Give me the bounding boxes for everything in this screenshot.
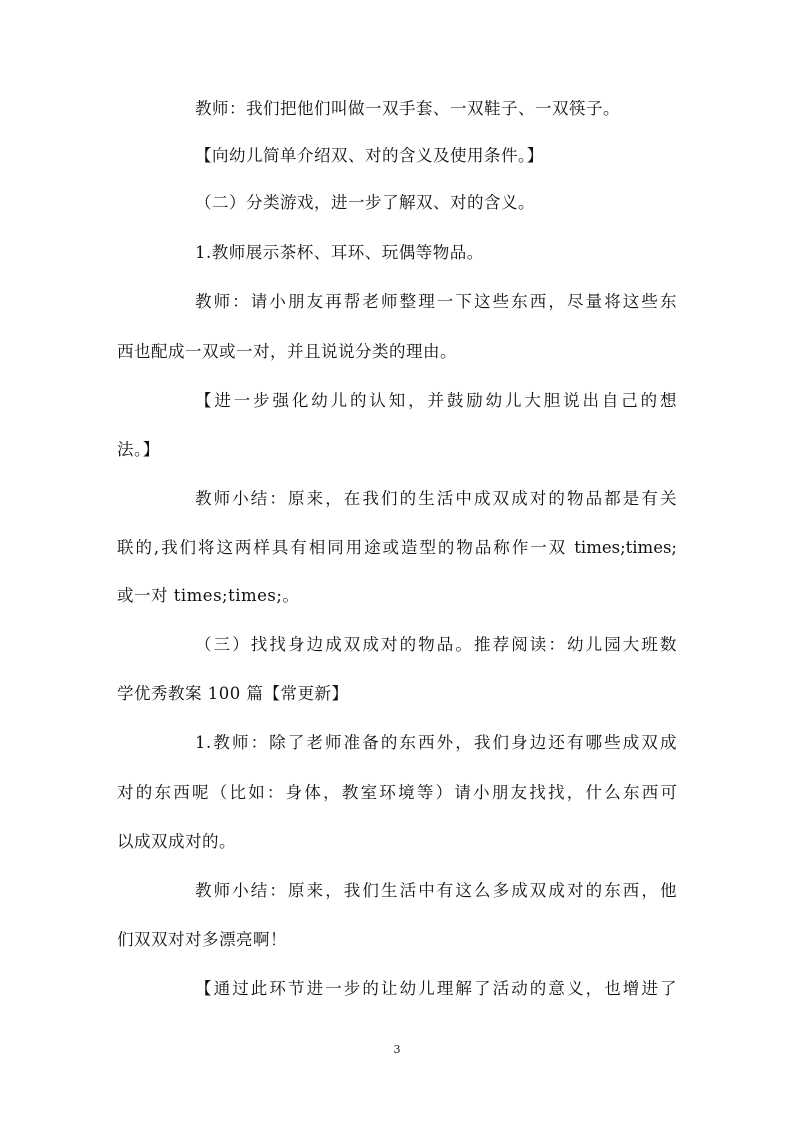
text-line: 1.教师：除了老师准备的东西外，我们身边还有哪些成双成 [195, 733, 677, 752]
text-line: 西也配成一双或一对，并且说说分类的理由。 [117, 342, 457, 361]
text-line: 学优秀教案 100 篇【常更新】 [117, 684, 349, 703]
text-line: 【进一步强化幼儿的认知，并鼓励幼儿大胆说出自己的想 [195, 391, 677, 410]
text-line: 或一对 times;times;。 [117, 586, 300, 605]
text-line: 们双双对对多漂亮啊！ [117, 930, 287, 949]
text-line: 以成双成对的。 [117, 832, 236, 851]
text-line: 联的,我们将这两样具有相同用途或造型的物品称作一双 times;times; [117, 538, 677, 557]
text-line: （二）分类游戏，进一步了解双、对的含义。 [195, 193, 535, 212]
text-line: 对的东西呢（比如：身体，教室环境等）请小朋友找找，什么东西可 [117, 783, 677, 802]
text-line: 教师小结：原来，我们生活中有这么多成双成对的东西，他 [195, 881, 677, 900]
page-number: 3 [393, 1043, 401, 1056]
text-line: 教师：请小朋友再帮老师整理一下这些东西，尽量将这些东 [195, 292, 677, 311]
text-line: 【通过此环节进一步的让幼儿理解了活动的意义，也增进了 [195, 979, 677, 998]
text-line: 教师：我们把他们叫做一双手套、一双鞋子、一双筷子。 [195, 99, 620, 118]
text-line: （三）找找身边成双成对的物品。推荐阅读：幼儿园大班数 [195, 635, 677, 654]
text-line: 【向幼儿简单介绍双、对的含义及使用条件。】 [195, 146, 544, 165]
text-line: 1.教师展示茶杯、耳环、玩偶等物品。 [195, 243, 484, 262]
text-line: 教师小结：原来，在我们的生活中成双成对的物品都是有关 [195, 489, 677, 508]
text-line: 法。】 [117, 440, 160, 459]
